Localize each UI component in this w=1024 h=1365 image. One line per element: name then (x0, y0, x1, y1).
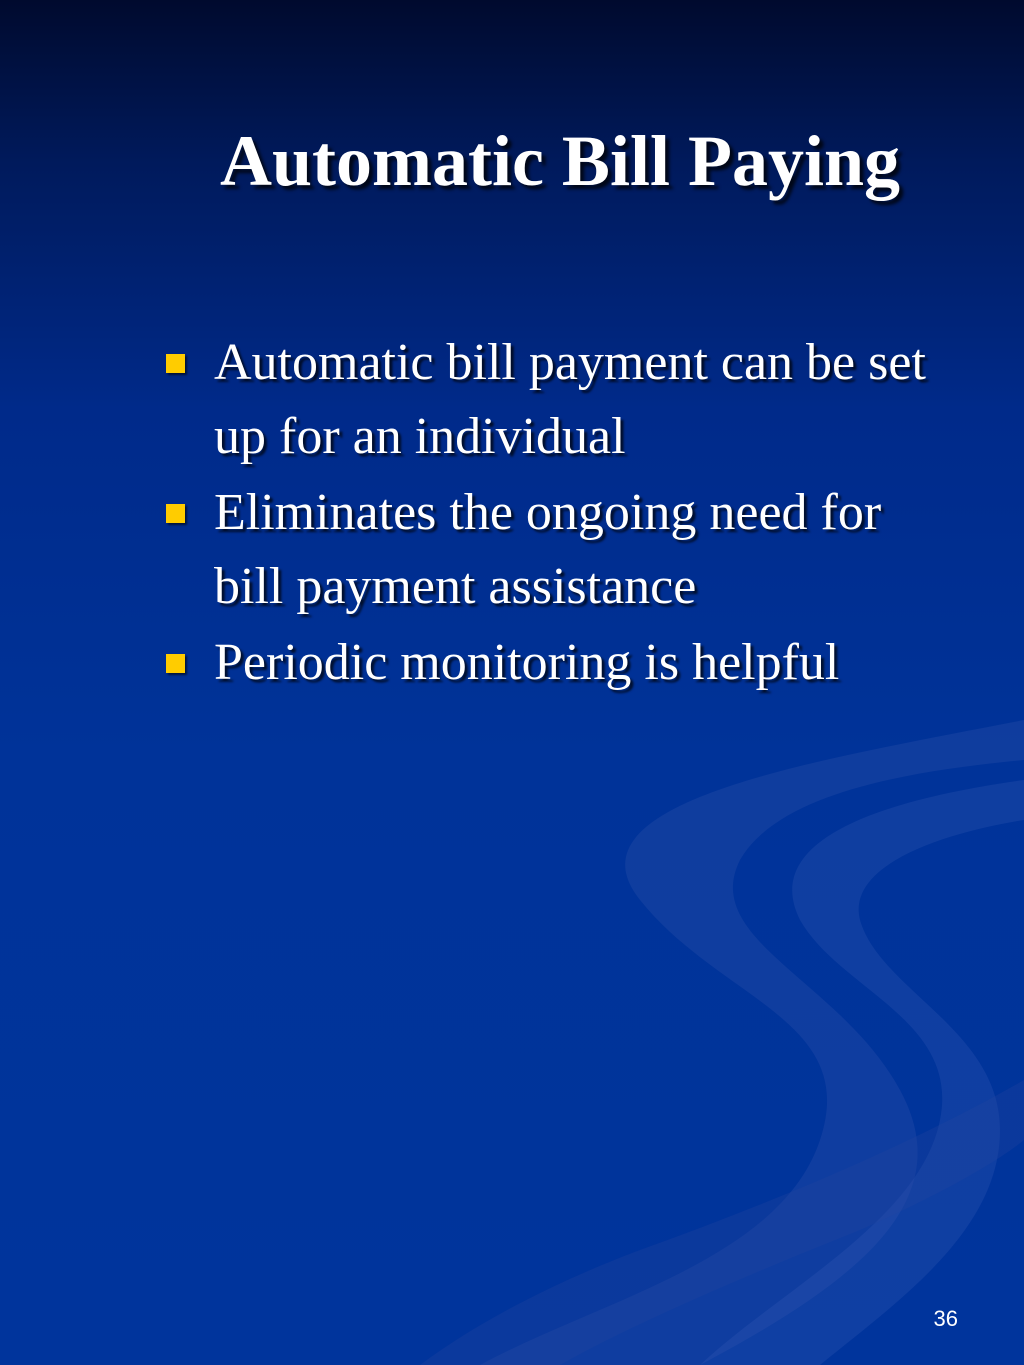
bullet-item (162, 476, 962, 624)
slide-title: Automatic Bill Paying (220, 121, 900, 201)
bullet-list (162, 326, 962, 702)
page-number: 36 (933, 1306, 958, 1331)
bullet-text: Eliminates the ongoing need for bill payment assistance (214, 484, 882, 615)
bullet-text: Automatic bill payment can be set up for an individual (214, 334, 926, 465)
bullet-text: Periodic monitoring is helpful (214, 634, 840, 691)
bullet-item (162, 626, 962, 700)
bullet-item (162, 326, 962, 474)
square-bullet-icon (166, 354, 185, 373)
square-bullet-icon (166, 654, 185, 673)
square-bullet-icon (166, 504, 185, 523)
